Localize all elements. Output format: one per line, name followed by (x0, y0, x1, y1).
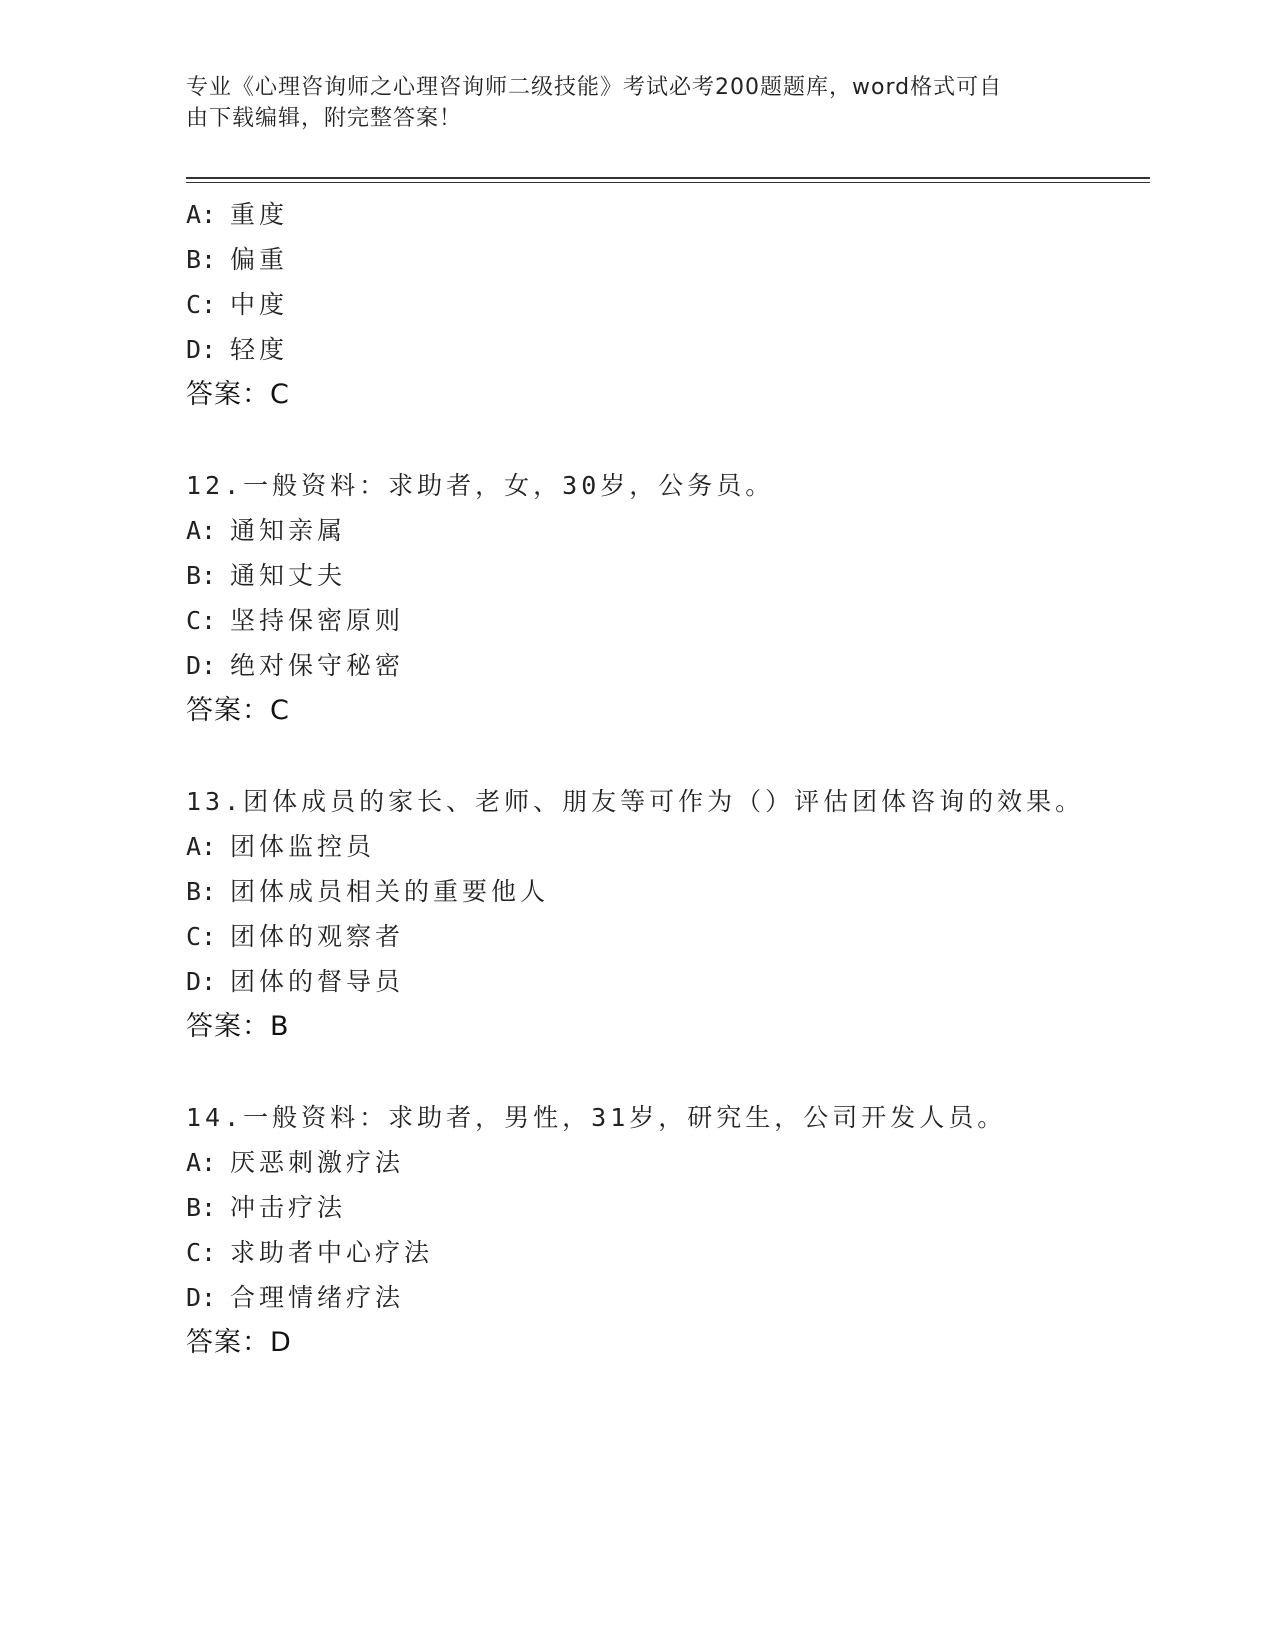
option-label: D: (186, 967, 217, 996)
answer-line: 答案：C (186, 695, 290, 726)
option-text: 轻度 (230, 335, 289, 364)
option-a (186, 824, 1150, 869)
option-label: A: (186, 200, 217, 229)
option-text: 冲击疗法 (230, 1193, 347, 1222)
answer-line: 答案：B (186, 1011, 290, 1042)
option-label: A: (186, 1148, 217, 1177)
option-label: A: (186, 832, 217, 861)
header-divider-thin (186, 182, 1150, 183)
option-c (186, 914, 1150, 959)
option-label: D: (186, 651, 217, 680)
option-a (186, 192, 1150, 237)
option-label: C: (186, 290, 217, 319)
option-label: D: (186, 1283, 217, 1312)
option-text: 绝对保守秘密 (230, 651, 405, 680)
question-title: 13.团体成员的家长、老师、朋友等可作为（）评估团体咨询的效果。 (186, 787, 1085, 816)
option-text: 合理情绪疗法 (230, 1283, 405, 1312)
option-text: 中度 (230, 290, 289, 319)
option-label: C: (186, 922, 217, 951)
option-label: B: (186, 877, 217, 906)
option-text: 通知亲属 (230, 516, 347, 545)
question-11-continued (186, 192, 1150, 417)
header-line-1: 专业《心理咨询师之心理咨询师二级技能》考试必考200题题库，word格式可自 (186, 75, 1003, 100)
option-text: 团体监控员 (230, 832, 376, 861)
option-label: C: (186, 1238, 217, 1267)
option-text: 团体的观察者 (230, 922, 405, 951)
option-text: 通知丈夫 (230, 561, 347, 590)
option-label: D: (186, 335, 217, 364)
option-c (186, 1230, 1150, 1275)
option-b (186, 869, 1150, 914)
option-text: 团体成员相关的重要他人 (230, 877, 550, 906)
option-d (186, 959, 1150, 1004)
answer-line: 答案：C (186, 379, 290, 410)
option-b (186, 553, 1150, 598)
option-d (186, 1275, 1150, 1320)
option-d (186, 327, 1150, 372)
answer-line: 答案：D (186, 1327, 292, 1358)
option-label: B: (186, 561, 217, 590)
option-text: 厌恶刺激疗法 (230, 1148, 405, 1177)
option-text: 团体的督导员 (230, 967, 405, 996)
header-line-2: 由下载编辑，附完整答案！ (186, 106, 463, 131)
option-text: 求助者中心疗法 (230, 1238, 434, 1267)
option-b (186, 237, 1150, 282)
option-d (186, 643, 1150, 688)
option-text: 偏重 (230, 245, 289, 274)
header-divider-thick (186, 177, 1150, 179)
question-14 (186, 1095, 1150, 1365)
question-title: 14.一般资料：求助者，男性，31岁，研究生，公司开发人员。 (186, 1103, 1007, 1132)
option-c (186, 282, 1150, 327)
option-b (186, 1185, 1150, 1230)
question-13 (186, 779, 1150, 1049)
option-label: B: (186, 245, 217, 274)
option-c (186, 598, 1150, 643)
option-a (186, 508, 1150, 553)
question-12 (186, 463, 1150, 733)
option-label: B: (186, 1193, 217, 1222)
option-text: 坚持保密原则 (230, 606, 405, 635)
question-list (186, 192, 1150, 1411)
question-title: 12.一般资料：求助者，女，30岁，公务员。 (186, 471, 775, 500)
option-label: A: (186, 516, 217, 545)
document-header (186, 72, 1066, 134)
option-a (186, 1140, 1150, 1185)
option-label: C: (186, 606, 217, 635)
option-text: 重度 (230, 200, 289, 229)
